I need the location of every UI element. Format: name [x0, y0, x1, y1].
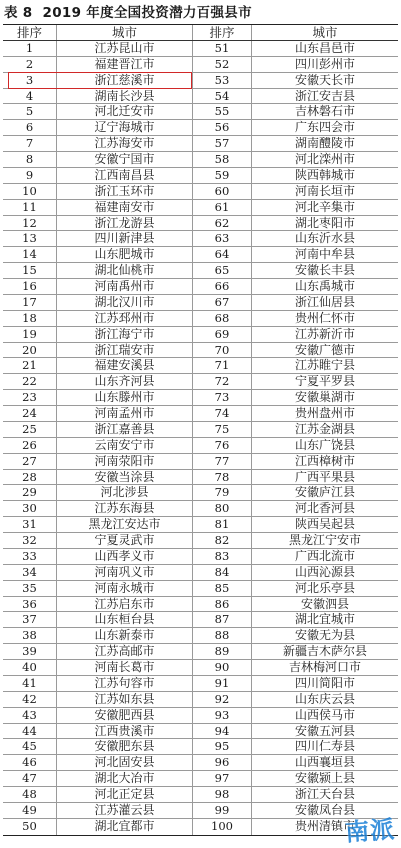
- cell-rank-left: 39: [3, 644, 57, 659]
- cell-rank-right: 99: [193, 803, 252, 818]
- cell-rank-left: 13: [3, 231, 57, 246]
- cell-city-left: 安徽当涂县: [57, 470, 193, 485]
- cell-city-right: 四川彭州市: [294, 56, 355, 71]
- table-row: [3, 612, 398, 628]
- cell-rank-right: 69: [193, 327, 252, 342]
- cell-city-right: 吉林梅河口市: [288, 660, 361, 674]
- table-row: [3, 676, 398, 692]
- cell-rank-right: 97: [193, 771, 252, 786]
- cell-rank-right: 75: [193, 422, 252, 437]
- cell-city-left: 浙江嘉善县: [57, 422, 193, 437]
- cell-rank-left: 37: [3, 612, 57, 627]
- table-row: [3, 311, 398, 327]
- table-row: [3, 327, 398, 343]
- cell-city-left: 湖北仙桃市: [57, 263, 193, 278]
- cell-city-right: 广西平果县: [294, 469, 355, 484]
- cell-city-left: 河北迁安市: [57, 104, 193, 119]
- cell-rank-right: 64: [193, 247, 252, 262]
- cell-rank-left: 30: [3, 501, 57, 516]
- cell-city-right: 安徽无为县: [294, 628, 355, 643]
- cell-city-left: 江苏高邮市: [57, 644, 193, 659]
- cell-rank-right: 55: [193, 104, 252, 119]
- cell-rank-right: 82: [193, 533, 252, 548]
- table-title: [4, 4, 252, 22]
- cell-city-left: 河南禹州市: [57, 279, 193, 294]
- cell-rank-left: 9: [3, 168, 57, 183]
- cell-city-left: 浙江海宁市: [57, 327, 193, 342]
- cell-rank-right: 68: [193, 311, 252, 326]
- table-row: [3, 470, 398, 486]
- cell-rank-right: 100: [193, 819, 252, 835]
- cell-rank-left: 2: [3, 57, 57, 72]
- cell-rank-right: 72: [193, 374, 252, 389]
- cell-city-left: 湖北大冶市: [57, 771, 193, 786]
- table-row: [3, 374, 398, 390]
- cell-city-right: 贵州盘州市: [294, 406, 355, 420]
- cell-city-right: 安徽泗县: [300, 596, 349, 611]
- cell-city-left: 福建南安市: [57, 200, 193, 215]
- cell-rank-left: 34: [3, 565, 57, 580]
- cell-rank-left: 48: [3, 787, 57, 802]
- cell-rank-right: 76: [193, 438, 252, 453]
- cell-city-left: 云南安宁市: [57, 438, 193, 453]
- cell-city-left: 江苏启东市: [57, 597, 193, 612]
- cell-rank-left: 21: [3, 358, 57, 373]
- cell-city-right: 陕西韩城市: [294, 167, 355, 182]
- table-header-row: [3, 25, 398, 41]
- cell-rank-left: 17: [3, 295, 57, 310]
- cell-rank-left: 18: [3, 311, 57, 326]
- cell-rank-left: 15: [3, 263, 57, 278]
- cell-rank-right: 53: [193, 73, 252, 88]
- cell-city-right: 江苏金湖县: [294, 421, 355, 436]
- cell-city-right: 陕西吴起县: [294, 517, 355, 532]
- cell-city-right: 湖北宜城市: [294, 612, 355, 627]
- cell-city-right: 贵州仁怀市: [294, 310, 355, 325]
- cell-city-left: 浙江玉环市: [57, 184, 193, 199]
- cell-city-right: 广东四会市: [294, 120, 355, 135]
- cell-rank-left: 19: [3, 327, 57, 342]
- cell-city-right: 湖北枣阳市: [294, 215, 355, 230]
- cell-rank-right: 86: [193, 597, 252, 612]
- header-rank-right: 排序: [193, 25, 252, 40]
- cell-city-right: 新疆吉木萨尔县: [282, 644, 367, 659]
- cell-city-right: 山东禹城市: [294, 279, 355, 293]
- cell-city-right: 安徽巢湖市: [294, 390, 355, 405]
- table-row: [3, 660, 398, 676]
- cell-city-right: 江西樟树市: [294, 453, 355, 468]
- cell-city-left: 山东桓台县: [57, 612, 193, 627]
- cell-rank-right: 57: [193, 136, 252, 151]
- cell-rank-right: 58: [193, 152, 252, 167]
- cell-city-left: 安徽宁国市: [57, 152, 193, 167]
- cell-rank-right: 98: [193, 787, 252, 802]
- cell-rank-right: 65: [193, 263, 252, 278]
- cell-rank-left: 45: [3, 739, 57, 754]
- cell-city-left: 江苏东海县: [57, 501, 193, 516]
- cell-rank-left: 31: [3, 517, 57, 532]
- cell-city-right: 河北香河县: [294, 501, 355, 516]
- cell-rank-right: 56: [193, 120, 252, 135]
- cell-rank-right: 81: [193, 517, 252, 532]
- cell-city-right: 广西北流市: [294, 548, 355, 563]
- cell-city-left: 江西南昌县: [57, 168, 193, 183]
- cell-city-right: 安徽长丰县: [294, 263, 355, 278]
- cell-rank-right: 52: [193, 57, 252, 72]
- cell-rank-right: 85: [193, 581, 252, 596]
- table-row: [3, 200, 398, 216]
- cell-city-right: 河南中牟县: [294, 247, 355, 262]
- table-row: [3, 73, 398, 89]
- table-row: [3, 152, 398, 168]
- table-row: [3, 358, 398, 374]
- cell-rank-left: 26: [3, 438, 57, 453]
- cell-city-left: 湖南长沙县: [57, 89, 193, 104]
- table-row: [3, 279, 398, 295]
- cell-rank-left: 24: [3, 406, 57, 421]
- cell-rank-right: 94: [193, 724, 252, 739]
- cell-city-left: 宁夏灵武市: [57, 533, 193, 548]
- watermark-logo: 南派: [344, 815, 397, 847]
- cell-city-left: 安徽肥东县: [57, 739, 193, 754]
- table-row: [3, 231, 398, 247]
- cell-rank-right: 74: [193, 406, 252, 421]
- cell-rank-left: 16: [3, 279, 57, 294]
- table-row: [3, 295, 398, 311]
- cell-city-left: 河北正定县: [57, 787, 193, 802]
- cell-city-right: 河北滦州市: [294, 152, 355, 166]
- cell-city-left: 山东新泰市: [57, 628, 193, 643]
- cell-rank-left: 25: [3, 422, 57, 437]
- table-row: [3, 454, 398, 470]
- table-row: [3, 597, 398, 613]
- cell-city-left: 江苏邳州市: [57, 311, 193, 326]
- cell-rank-right: 61: [193, 200, 252, 215]
- cell-rank-left: 1: [3, 41, 57, 56]
- cell-city-right: 黑龙江宁安市: [288, 533, 361, 547]
- cell-city-right: 安徽颍上县: [294, 771, 355, 786]
- cell-rank-left: 40: [3, 660, 57, 675]
- table-row: [3, 406, 398, 422]
- cell-rank-left: 20: [3, 343, 57, 358]
- table-row: [3, 628, 398, 644]
- cell-rank-right: 89: [193, 644, 252, 659]
- cell-city-left: 江苏灌云县: [57, 803, 193, 818]
- cell-rank-left: 43: [3, 708, 57, 723]
- cell-rank-right: 93: [193, 708, 252, 723]
- cell-city-left: 江苏句容市: [57, 676, 193, 691]
- cell-city-left: 湖北宜都市: [57, 819, 193, 835]
- cell-city-right: 贵州清镇市: [294, 818, 355, 833]
- cell-city-left: 河南巩义市: [57, 565, 193, 580]
- cell-rank-left: 36: [3, 597, 57, 612]
- cell-rank-right: 91: [193, 676, 252, 691]
- cell-city-left: 江西贵溪市: [57, 724, 193, 739]
- table-row: [3, 787, 398, 803]
- cell-city-right: 山东昌邑市: [294, 40, 355, 55]
- table-row: [3, 89, 398, 105]
- cell-rank-right: 87: [193, 612, 252, 627]
- cell-rank-right: 78: [193, 470, 252, 485]
- table-row: [3, 390, 398, 406]
- cell-rank-left: 44: [3, 724, 57, 739]
- cell-city-right: 山东广饶县: [294, 437, 355, 452]
- cell-city-left: 河南孟州市: [57, 406, 193, 421]
- cell-rank-left: 46: [3, 755, 57, 770]
- cell-rank-right: 83: [193, 549, 252, 564]
- cell-rank-left: 27: [3, 454, 57, 469]
- cell-rank-left: 35: [3, 581, 57, 596]
- cell-city-left: 江苏如东县: [57, 692, 193, 707]
- cell-city-right: 浙江仙居县: [294, 294, 355, 309]
- ranking-table: [3, 24, 398, 836]
- cell-city-right: 安徽天长市: [294, 72, 355, 87]
- table-row: [3, 724, 398, 740]
- table-row: [3, 104, 398, 120]
- cell-rank-left: 14: [3, 247, 57, 262]
- header-city-left: 城市: [57, 25, 193, 40]
- table-row: [3, 581, 398, 597]
- cell-city-left: 福建安溪县: [57, 358, 193, 373]
- cell-rank-right: 54: [193, 89, 252, 104]
- cell-city-right: 河北辛集市: [294, 199, 355, 214]
- table-caption: 2019 年度全国投资潜力百强县市: [42, 5, 252, 21]
- header-rank-left: 排序: [3, 25, 57, 40]
- cell-city-right: 安徽五河县: [294, 723, 355, 738]
- cell-city-right: 山东庆云县: [294, 691, 355, 706]
- cell-city-left: 河南长葛市: [57, 660, 193, 675]
- cell-rank-right: 51: [193, 41, 252, 56]
- cell-city-right: 山西侯马市: [294, 707, 355, 722]
- cell-rank-right: 71: [193, 358, 252, 373]
- table-row: [3, 41, 398, 57]
- cell-rank-right: 63: [193, 231, 252, 246]
- cell-rank-left: 12: [3, 216, 57, 231]
- cell-rank-left: 28: [3, 470, 57, 485]
- cell-rank-right: 90: [193, 660, 252, 675]
- table-body: [3, 41, 398, 835]
- table-row: [3, 803, 398, 819]
- cell-city-right: 河南长垣市: [294, 183, 355, 198]
- cell-rank-left: 3: [3, 73, 57, 88]
- cell-rank-left: 41: [3, 676, 57, 691]
- cell-rank-right: 79: [193, 485, 252, 500]
- cell-rank-left: 32: [3, 533, 57, 548]
- header-city-right: 城市: [312, 25, 338, 40]
- table-row: [3, 819, 398, 835]
- cell-city-left: 河南永城市: [57, 581, 193, 596]
- cell-city-right: 安徽广德市: [294, 342, 355, 357]
- table-row: [3, 422, 398, 438]
- cell-rank-left: 49: [3, 803, 57, 818]
- table-row: [3, 644, 398, 660]
- cell-rank-right: 70: [193, 343, 252, 358]
- table-row: [3, 168, 398, 184]
- cell-rank-right: 96: [193, 755, 252, 770]
- table-row: [3, 565, 398, 581]
- cell-city-left: 安徽肥西县: [57, 708, 193, 723]
- cell-city-left: 山西孝义市: [57, 549, 193, 564]
- table-row: [3, 438, 398, 454]
- cell-rank-left: 47: [3, 771, 57, 786]
- table-row: [3, 136, 398, 152]
- cell-city-left: 江苏昆山市: [57, 41, 193, 56]
- table-row: [3, 755, 398, 771]
- table-number: 表 8: [4, 5, 33, 21]
- table-row: [3, 739, 398, 755]
- cell-city-left: 浙江龙游县: [57, 216, 193, 231]
- cell-city-left: 山东肥城市: [57, 247, 193, 262]
- cell-rank-left: 50: [3, 819, 57, 835]
- cell-city-left: 河北涉县: [57, 485, 193, 500]
- cell-city-right: 四川仁寿县: [294, 739, 355, 754]
- cell-rank-left: 10: [3, 184, 57, 199]
- cell-rank-right: 95: [193, 739, 252, 754]
- cell-rank-left: 4: [3, 89, 57, 104]
- cell-city-right: 吉林磐石市: [294, 104, 355, 119]
- table-row: [3, 708, 398, 724]
- table-row: [3, 343, 398, 359]
- table-row: [3, 263, 398, 279]
- cell-city-left: 福建晋江市: [57, 57, 193, 72]
- cell-city-right: 河北乐亭县: [294, 580, 355, 595]
- cell-rank-right: 73: [193, 390, 252, 405]
- cell-city-right: 宁夏平罗县: [294, 374, 355, 389]
- cell-rank-left: 42: [3, 692, 57, 707]
- cell-city-left: 河北固安县: [57, 755, 193, 770]
- cell-rank-left: 6: [3, 120, 57, 135]
- table-row: [3, 501, 398, 517]
- cell-rank-left: 23: [3, 390, 57, 405]
- table-row: [3, 771, 398, 787]
- cell-city-left: 江苏海安市: [57, 136, 193, 151]
- table-row: [3, 485, 398, 501]
- table-row: [3, 216, 398, 232]
- cell-rank-right: 62: [193, 216, 252, 231]
- cell-city-right: 安徽凤台县: [294, 802, 355, 817]
- table-row: [3, 57, 398, 73]
- cell-city-left: 辽宁海城市: [57, 120, 193, 135]
- cell-rank-right: 67: [193, 295, 252, 310]
- cell-city-right: 山西襄垣县: [294, 755, 355, 770]
- cell-city-right: 山西沁源县: [294, 564, 355, 579]
- cell-rank-left: 7: [3, 136, 57, 151]
- cell-city-right: 浙江安吉县: [294, 88, 355, 103]
- cell-city-left: 浙江瑞安市: [57, 343, 193, 358]
- cell-city-right: 湖南醴陵市: [294, 136, 355, 151]
- table-row: [3, 533, 398, 549]
- cell-rank-left: 38: [3, 628, 57, 643]
- cell-city-left: 浙江慈溪市: [57, 73, 193, 88]
- cell-city-right: 江苏睢宁县: [294, 358, 355, 373]
- cell-city-left: 河南荥阳市: [57, 454, 193, 469]
- cell-city-right: 四川简阳市: [294, 675, 355, 690]
- cell-city-left: 湖北汉川市: [57, 295, 193, 310]
- cell-rank-right: 92: [193, 692, 252, 707]
- cell-rank-right: 84: [193, 565, 252, 580]
- table-row: [3, 517, 398, 533]
- cell-rank-left: 33: [3, 549, 57, 564]
- table-row: [3, 120, 398, 136]
- cell-city-left: 山东齐河县: [57, 374, 193, 389]
- cell-city-left: 黑龙江安达市: [57, 517, 193, 532]
- cell-city-left: 四川新津县: [57, 231, 193, 246]
- cell-rank-right: 88: [193, 628, 252, 643]
- table-row: [3, 184, 398, 200]
- cell-rank-right: 60: [193, 184, 252, 199]
- cell-city-right: 江苏新沂市: [294, 326, 355, 341]
- cell-rank-right: 80: [193, 501, 252, 516]
- table-row: [3, 549, 398, 565]
- cell-rank-left: 11: [3, 200, 57, 215]
- cell-city-right: 浙江天台县: [294, 787, 355, 801]
- table-row: [3, 247, 398, 263]
- cell-rank-left: 29: [3, 485, 57, 500]
- cell-rank-right: 77: [193, 454, 252, 469]
- cell-rank-right: 66: [193, 279, 252, 294]
- table-row: [3, 692, 398, 708]
- cell-rank-left: 22: [3, 374, 57, 389]
- cell-rank-right: 59: [193, 168, 252, 183]
- cell-city-right: 安徽庐江县: [294, 485, 355, 500]
- cell-city-left: 山东滕州市: [57, 390, 193, 405]
- cell-city-right: 山东沂水县: [294, 231, 355, 246]
- cell-rank-left: 8: [3, 152, 57, 167]
- cell-rank-left: 5: [3, 104, 57, 119]
